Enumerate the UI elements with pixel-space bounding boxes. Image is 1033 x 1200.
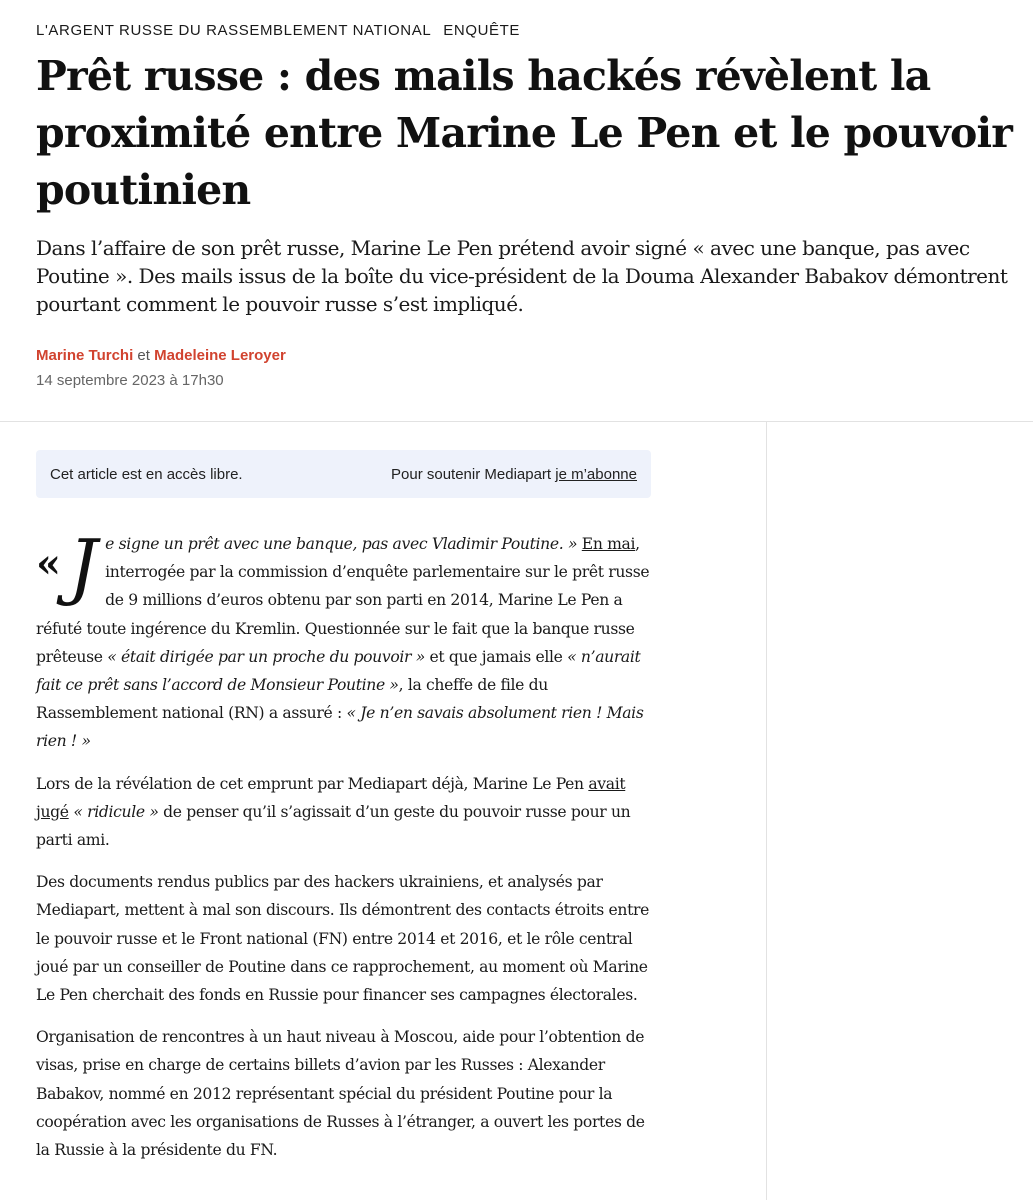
opening-quote-mark: « — [36, 540, 61, 587]
paragraph-4: Organisation de rencontres à un haut niveau à Moscou, aide pour l’obtention de visas, prise en charge de certains billets d’avion par les Russes : Alexander Babakov, nommé en 2012 représentant spécial du président Poutine pour la coopération avec les organisations de Russes à l’étranger, a ouvert les portes de la Russie à la présidente du FN. — [36, 1028, 645, 1160]
byline-separator: et — [137, 347, 150, 364]
header-divider — [0, 421, 1033, 422]
author-link-turchi[interactable]: Marine Turchi — [36, 347, 134, 364]
support-text: Pour soutenir Mediapart je m’abonne — [391, 465, 637, 483]
column-divider — [766, 421, 767, 1200]
link-en-mai[interactable]: En mai — [581, 535, 636, 553]
article-lede: Dans l’affaire de son prêt russe, Marine Le Pen prétend avoir signé « avec une banque, pas avec Poutine ». Des mails issus de la boîte du vice-président de la Douma Alexander Babakov démontrent pourtant comment le pouvoir russe s’est impliqué. — [36, 236, 1008, 316]
quote-opening: e signe un prêt avec une banque, pas avec Vladimir Poutine. » — [105, 535, 578, 553]
paragraph-2: Lors de la révélation de cet emprunt par Mediapart déjà, Marine Le Pen avait jugé « ridicule » de penser qu’il s’agissait d’un geste du pouvoir russe pour un parti ami. — [36, 774, 631, 850]
kicker-type-label: ENQUÊTE — [443, 22, 520, 39]
article-byline — [36, 347, 286, 364]
article-title: Prêt russe : des mails hackés révèlent la proximité entre Marine Le Pen et le pouvoir poutinien — [36, 52, 1013, 214]
paragraph-3: Des documents rendus publics par des hackers ukrainiens, et analysés par Mediapart, mettent à mal son discours. Ils démontrent des contacts étroits entre le pouvoir russe et le Front national (FN) entre 2014 et 2016, et le rôle central joué par un conseiller de Poutine dans ce rapprochement, au moment où Marine Le Pen cherchait des fonds en Russie pour financer ses campagnes électorales. — [36, 873, 649, 1005]
free-access-notice — [36, 450, 651, 498]
article-kicker — [36, 22, 520, 39]
kicker-series-link[interactable]: L'ARGENT RUSSE DU RASSEMBLEMENT NATIONAL — [36, 22, 432, 39]
free-access-text: Cet article est en accès libre. — [50, 465, 243, 483]
article-body — [36, 524, 651, 1178]
drop-cap: J — [68, 524, 98, 608]
paragraph-1: « J e signe un prêt avec une banque, pas avec Vladimir Poutine. » En mai, interrogée par la commission d’enquête parlementaire sur le prêt russe de 9 millions d’euros obtenu par son parti en 2014, Marine Le Pen a réfuté toute ingérence du Kremlin. Questionnée sur le fait que la banque russe prêteuse « était dirigée par un proche du pouvoir » et que jamais elle « n’aurait fait ce prêt sans l’accord de Monsieur Poutine », la cheffe de file du Rassemblement national (RN) a assuré : « Je n’en savais absolument rien ! Mais rien ! » — [36, 524, 650, 751]
subscribe-link[interactable]: je m’abonne — [555, 465, 637, 483]
publish-date: 14 septembre 2023 à 17h30 — [36, 372, 224, 389]
author-link-leroyer[interactable]: Madeleine Leroyer — [154, 347, 286, 364]
link-avait-juge[interactable]: avait jugé — [36, 774, 626, 821]
